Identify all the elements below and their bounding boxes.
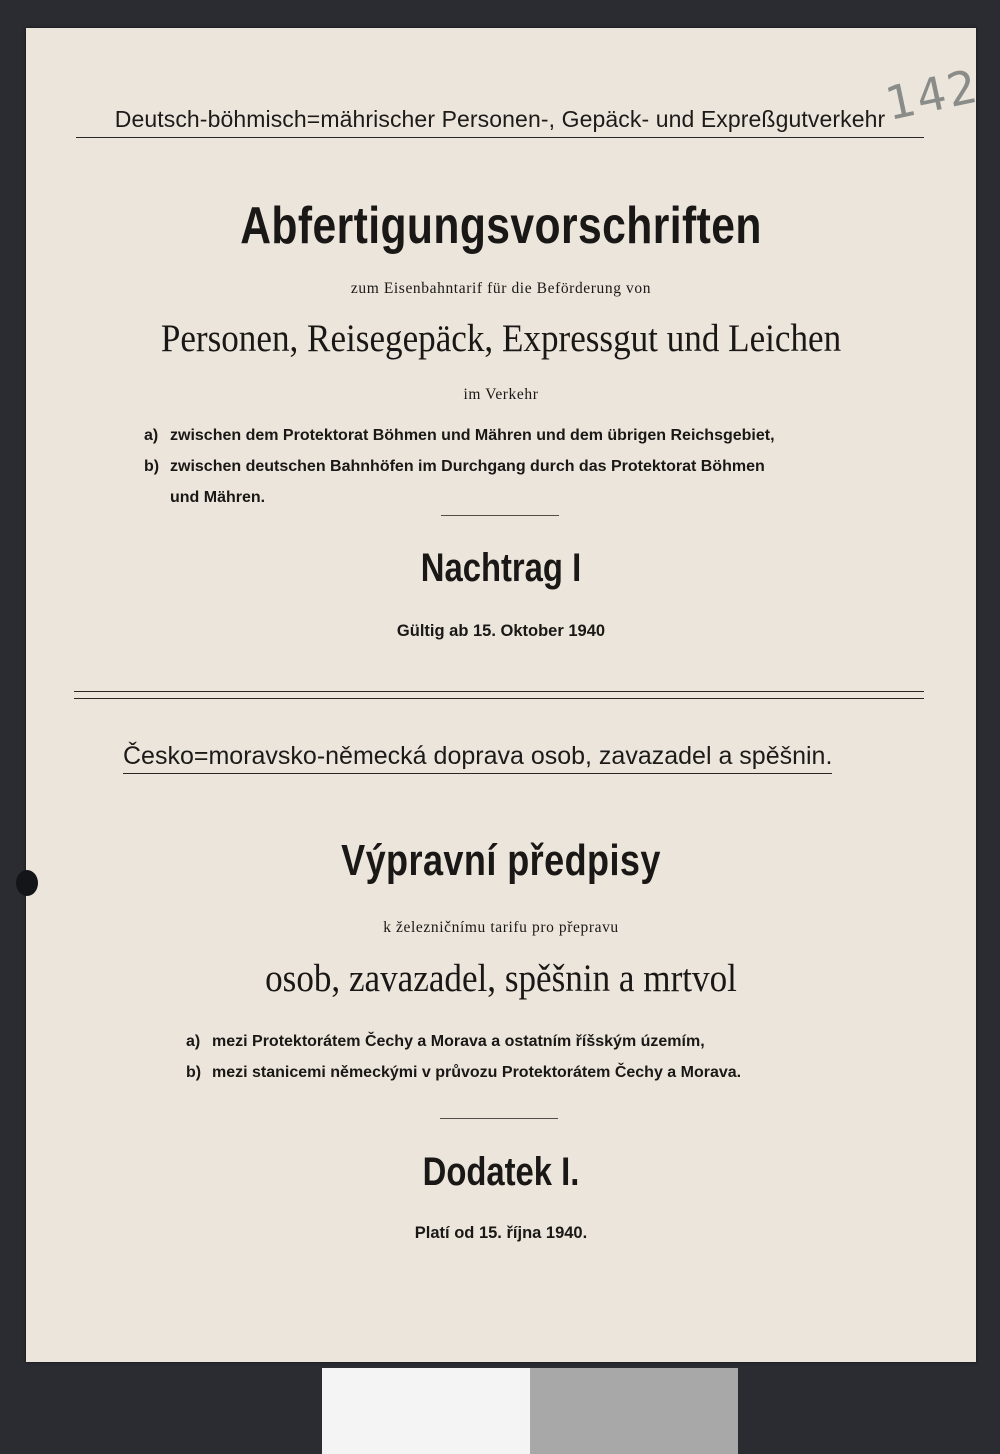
list-marker: a) — [144, 427, 159, 444]
german-categories: Personen, Reisegepäck, Expressgut und Leichen — [160, 317, 842, 360]
punch-hole — [16, 870, 38, 896]
german-traffic-list — [144, 420, 775, 513]
czech-header: Česko=moravsko-německá doprava osob, zavazadel a spěšnin. — [123, 742, 832, 774]
czech-traffic-list — [186, 1026, 741, 1088]
list-text: zwischen deutschen Bahnhöfen im Durchgang durch das Protektorat Böhmen — [170, 458, 765, 475]
list-continuation: und Mähren. — [170, 489, 266, 506]
czech-title: Výpravní předpisy — [341, 836, 661, 885]
list-text: mezi stanicemi německými v průvozu Protektorátem Čechy a Morava. — [212, 1064, 742, 1081]
czech-valid-from: Platí od 15. října 1940. — [414, 1224, 588, 1242]
german-supplement-title: Nachtrag I — [420, 546, 582, 590]
section-divider — [74, 691, 924, 699]
list-item — [186, 1057, 741, 1088]
short-divider — [441, 515, 559, 516]
document-page — [26, 28, 984, 1362]
list-text: mezi Protektorátem Čechy a Morava a ostatním říšským územím, — [212, 1033, 705, 1050]
german-valid-from: Gültig ab 15. Oktober 1940 — [396, 622, 606, 640]
list-marker: b) — [186, 1064, 202, 1081]
list-text: zwischen dem Protektorat Böhmen und Mähren und dem übrigen Reichsgebiet, — [170, 427, 775, 444]
reference-strip-grey — [530, 1368, 738, 1454]
german-traffic-intro: im Verkehr — [463, 386, 539, 403]
list-item — [144, 451, 775, 482]
german-header: Deutsch-böhmisch=mährischer Personen-, Gepäck- und Expreßgutverkehr — [76, 106, 924, 138]
list-item — [186, 1026, 741, 1057]
list-item — [144, 420, 775, 451]
german-subtitle: zum Eisenbahntarif für die Beförderung von — [350, 280, 652, 297]
list-marker: a) — [186, 1033, 201, 1050]
german-title: Abfertigungsvorschriften — [240, 197, 762, 255]
document-content — [26, 28, 984, 1362]
czech-supplement-title: Dodatek I. — [422, 1150, 580, 1194]
handwritten-page-number: 142 — [880, 58, 984, 131]
reference-strip-white — [322, 1368, 530, 1454]
short-divider — [440, 1118, 558, 1119]
czech-subtitle: k železničnímu tarifu pro přepravu — [383, 919, 619, 936]
list-marker: b) — [144, 458, 160, 475]
czech-categories: osob, zavazadel, spěšnin a mrtvol — [265, 957, 737, 1000]
